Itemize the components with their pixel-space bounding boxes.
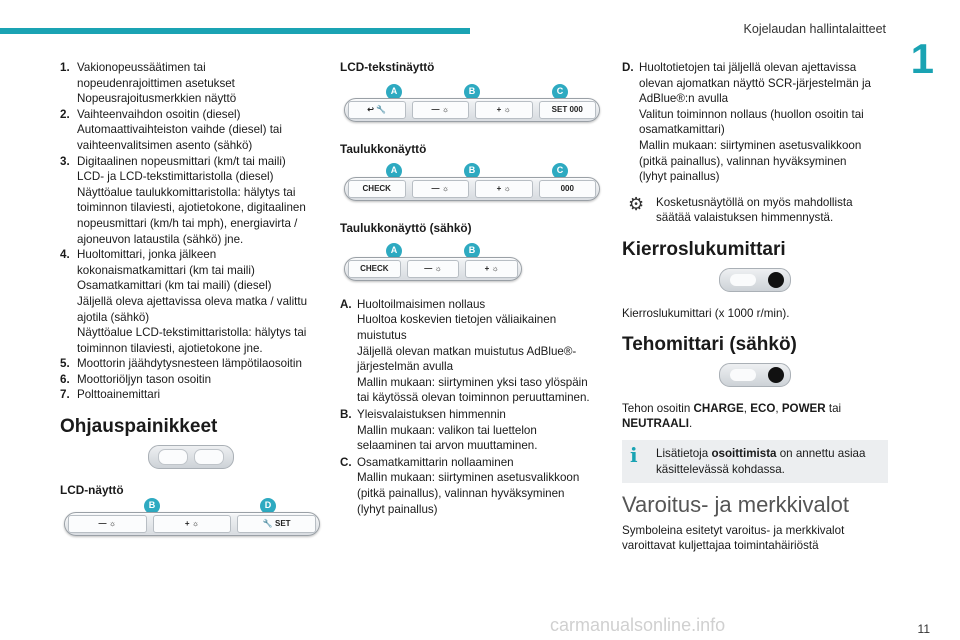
list-item: 7. Polttoainemittari — [60, 388, 161, 402]
controls-heading: Ohjauspainikkeet — [60, 416, 218, 438]
lcd-label: LCD-näyttö — [60, 482, 124, 497]
rev-button-illustration — [719, 268, 791, 292]
marker-a: A — [386, 163, 402, 179]
list-item: B. Yleisvalaistuksen himmennin Mallin mukaan: valikon tai luettelon selaaminen tai arvon muuttaminen. — [340, 407, 538, 453]
rev-text: Kierroslukumittari (x 1000 r/min). — [622, 306, 790, 320]
set-button[interactable]: 🔧 SET — [237, 515, 316, 533]
gear-icon: ⚙ — [628, 193, 645, 214]
power-text: Tehon osoitin CHARGE, ECO, POWER tai NEUTRAALI. — [622, 401, 842, 431]
info-icon: i — [630, 442, 638, 467]
definition-d: D. Huoltotietojen tai jäljellä olevan ajettavissa olevan ajomatkan näyttö SCR-järjestelmän ja AdBlue®:n avulla Valitun toiminnon nollaus (huollon osoitin tai osamatkamittari) Mallin mukaan: siirtyminen asetusvalikkoon (pitkä painallus), valinnan hyväksyminen (lyhyt painallus) — [622, 61, 871, 184]
touchscreen-note: ⚙ Kosketusnäytöllä on myös mahdollista säätää valaistuksen himmennystä. — [628, 193, 853, 225]
lcd-panel — [60, 498, 322, 538]
back-button[interactable]: ↩ 🔧 — [348, 101, 406, 119]
running-header: Kojelaudan hallintalaitteet — [743, 22, 886, 36]
dim-minus-button[interactable]: — ☼ — [407, 260, 460, 278]
trip-reset-button[interactable]: 000 — [539, 180, 597, 198]
marker-c: C — [552, 84, 568, 100]
marker-b: B — [464, 243, 480, 259]
marker-d: D — [260, 498, 276, 514]
dim-plus-button[interactable]: + ☼ — [465, 260, 518, 278]
dim-plus-button[interactable]: + ☼ — [153, 515, 232, 533]
column-3 — [622, 60, 888, 554]
check-button[interactable]: CHECK — [348, 260, 401, 278]
warning-heading: Varoitus- ja merkkivalot — [622, 492, 849, 518]
chapter-number: 1 — [910, 35, 934, 82]
list-item: C. Osamatkamittarin nollaaminen Mallin mukaan: siirtyminen asetusvalikkoon (pitkä painallus), valinnan hyväksyminen (lyhyt painallus) — [340, 455, 580, 516]
marker-b: B — [464, 84, 480, 100]
button-definitions — [340, 297, 606, 517]
table-el-panel — [340, 243, 606, 283]
set-trip-button[interactable]: SET 000 — [539, 101, 597, 119]
list-item: 1. Vakionopeussäätimen tai nopeudenrajoittimen asetukset Nopeusrajoitusmerkkien näyttö — [60, 61, 237, 106]
controls-thumbnail — [148, 445, 234, 469]
check-button[interactable]: CHECK — [348, 180, 406, 198]
rev-heading: Kierroslukumittari — [622, 238, 786, 260]
table-panel — [340, 163, 606, 203]
warning-text-line: Symboleina esitetyt varoitus- ja merkkivalot — [622, 523, 845, 537]
dim-minus-button[interactable]: — ☼ — [68, 515, 147, 533]
dim-plus-button[interactable]: + ☼ — [475, 101, 533, 119]
header-accent-bar — [0, 28, 470, 34]
table-el-label: Taulukkonäyttö (sähkö) — [340, 221, 472, 236]
dim-minus-button[interactable]: — ☼ — [412, 101, 470, 119]
lcdtext-label: LCD-tekstinäyttö — [340, 60, 435, 74]
column-2 — [340, 60, 606, 518]
power-button-illustration — [719, 363, 791, 387]
power-heading: Tehomittari (sähkö) — [622, 334, 797, 356]
warning-text-line: varoittavat kuljettajaa toimintahäiriöstä — [622, 539, 819, 553]
list-item: 5. Moottorin jäähdytysnesteen lämpötilaosoitin — [60, 357, 302, 371]
dim-minus-button[interactable]: — ☼ — [412, 180, 470, 198]
gauge-list — [60, 60, 322, 403]
marker-b: B — [464, 163, 480, 179]
list-item: 4. Huoltomittari, jonka jälkeen kokonaismatkamittari (km tai maili) Osamatkamittari (km tai maili) (diesel) Jäljellä oleva ajettavissa oleva matka / valittu ajotila (sähkö) Näyttöalue LCD-tekstimittaristolla: hälytys tai toiminnon tilaviesti, ajotietokone jne. — [60, 248, 308, 355]
marker-c: C — [552, 163, 568, 179]
marker-a: A — [386, 84, 402, 100]
column-1 — [60, 60, 322, 538]
info-box: i Lisätietoja osoittimista on annettu asiaa käsittelevässä kohdassa. — [622, 440, 888, 483]
marker-a: A — [386, 243, 402, 259]
watermark: carmanualsonline.info — [550, 615, 726, 635]
list-item: 6. Moottoriöljyn tason osoitin — [60, 372, 212, 386]
dim-plus-button[interactable]: + ☼ — [475, 180, 533, 198]
marker-b: B — [144, 498, 160, 514]
list-item: A. Huoltoilmaisimen nollaus Huoltoa koskevien tietojen väliaikainen muistutus Jäljellä olevan matkan muistutus AdBlue®- järjestelmän avulla Mallin mukaan: siirtyminen yksi taso ylöspäin tai käytössä olevan toiminnon peruuttaminen. — [340, 297, 590, 405]
lcdtext-panel — [340, 84, 606, 124]
page-number: 11 — [917, 622, 930, 636]
list-item: 2. Vaihteenvaihdon osoitin (diesel) Automaattivaihteiston vaihde (diesel) tai vaihteenvalitsimen asento (sähkö) — [60, 107, 282, 152]
table-label: Taulukkonäyttö — [340, 141, 427, 156]
list-item: 3. Digitaalinen nopeusmittari (km/t tai maili) LCD- ja LCD-tekstimittaristolla (diesel) Näyttöalue taulukkomittaristolla: hälytys tai toiminnon tilaviesti, ajotietokone, digitaalinen nopeusmittari (km/h tai mph), energiavirta / ajoneuvon lataustila (sähkö) jne. — [60, 154, 306, 246]
